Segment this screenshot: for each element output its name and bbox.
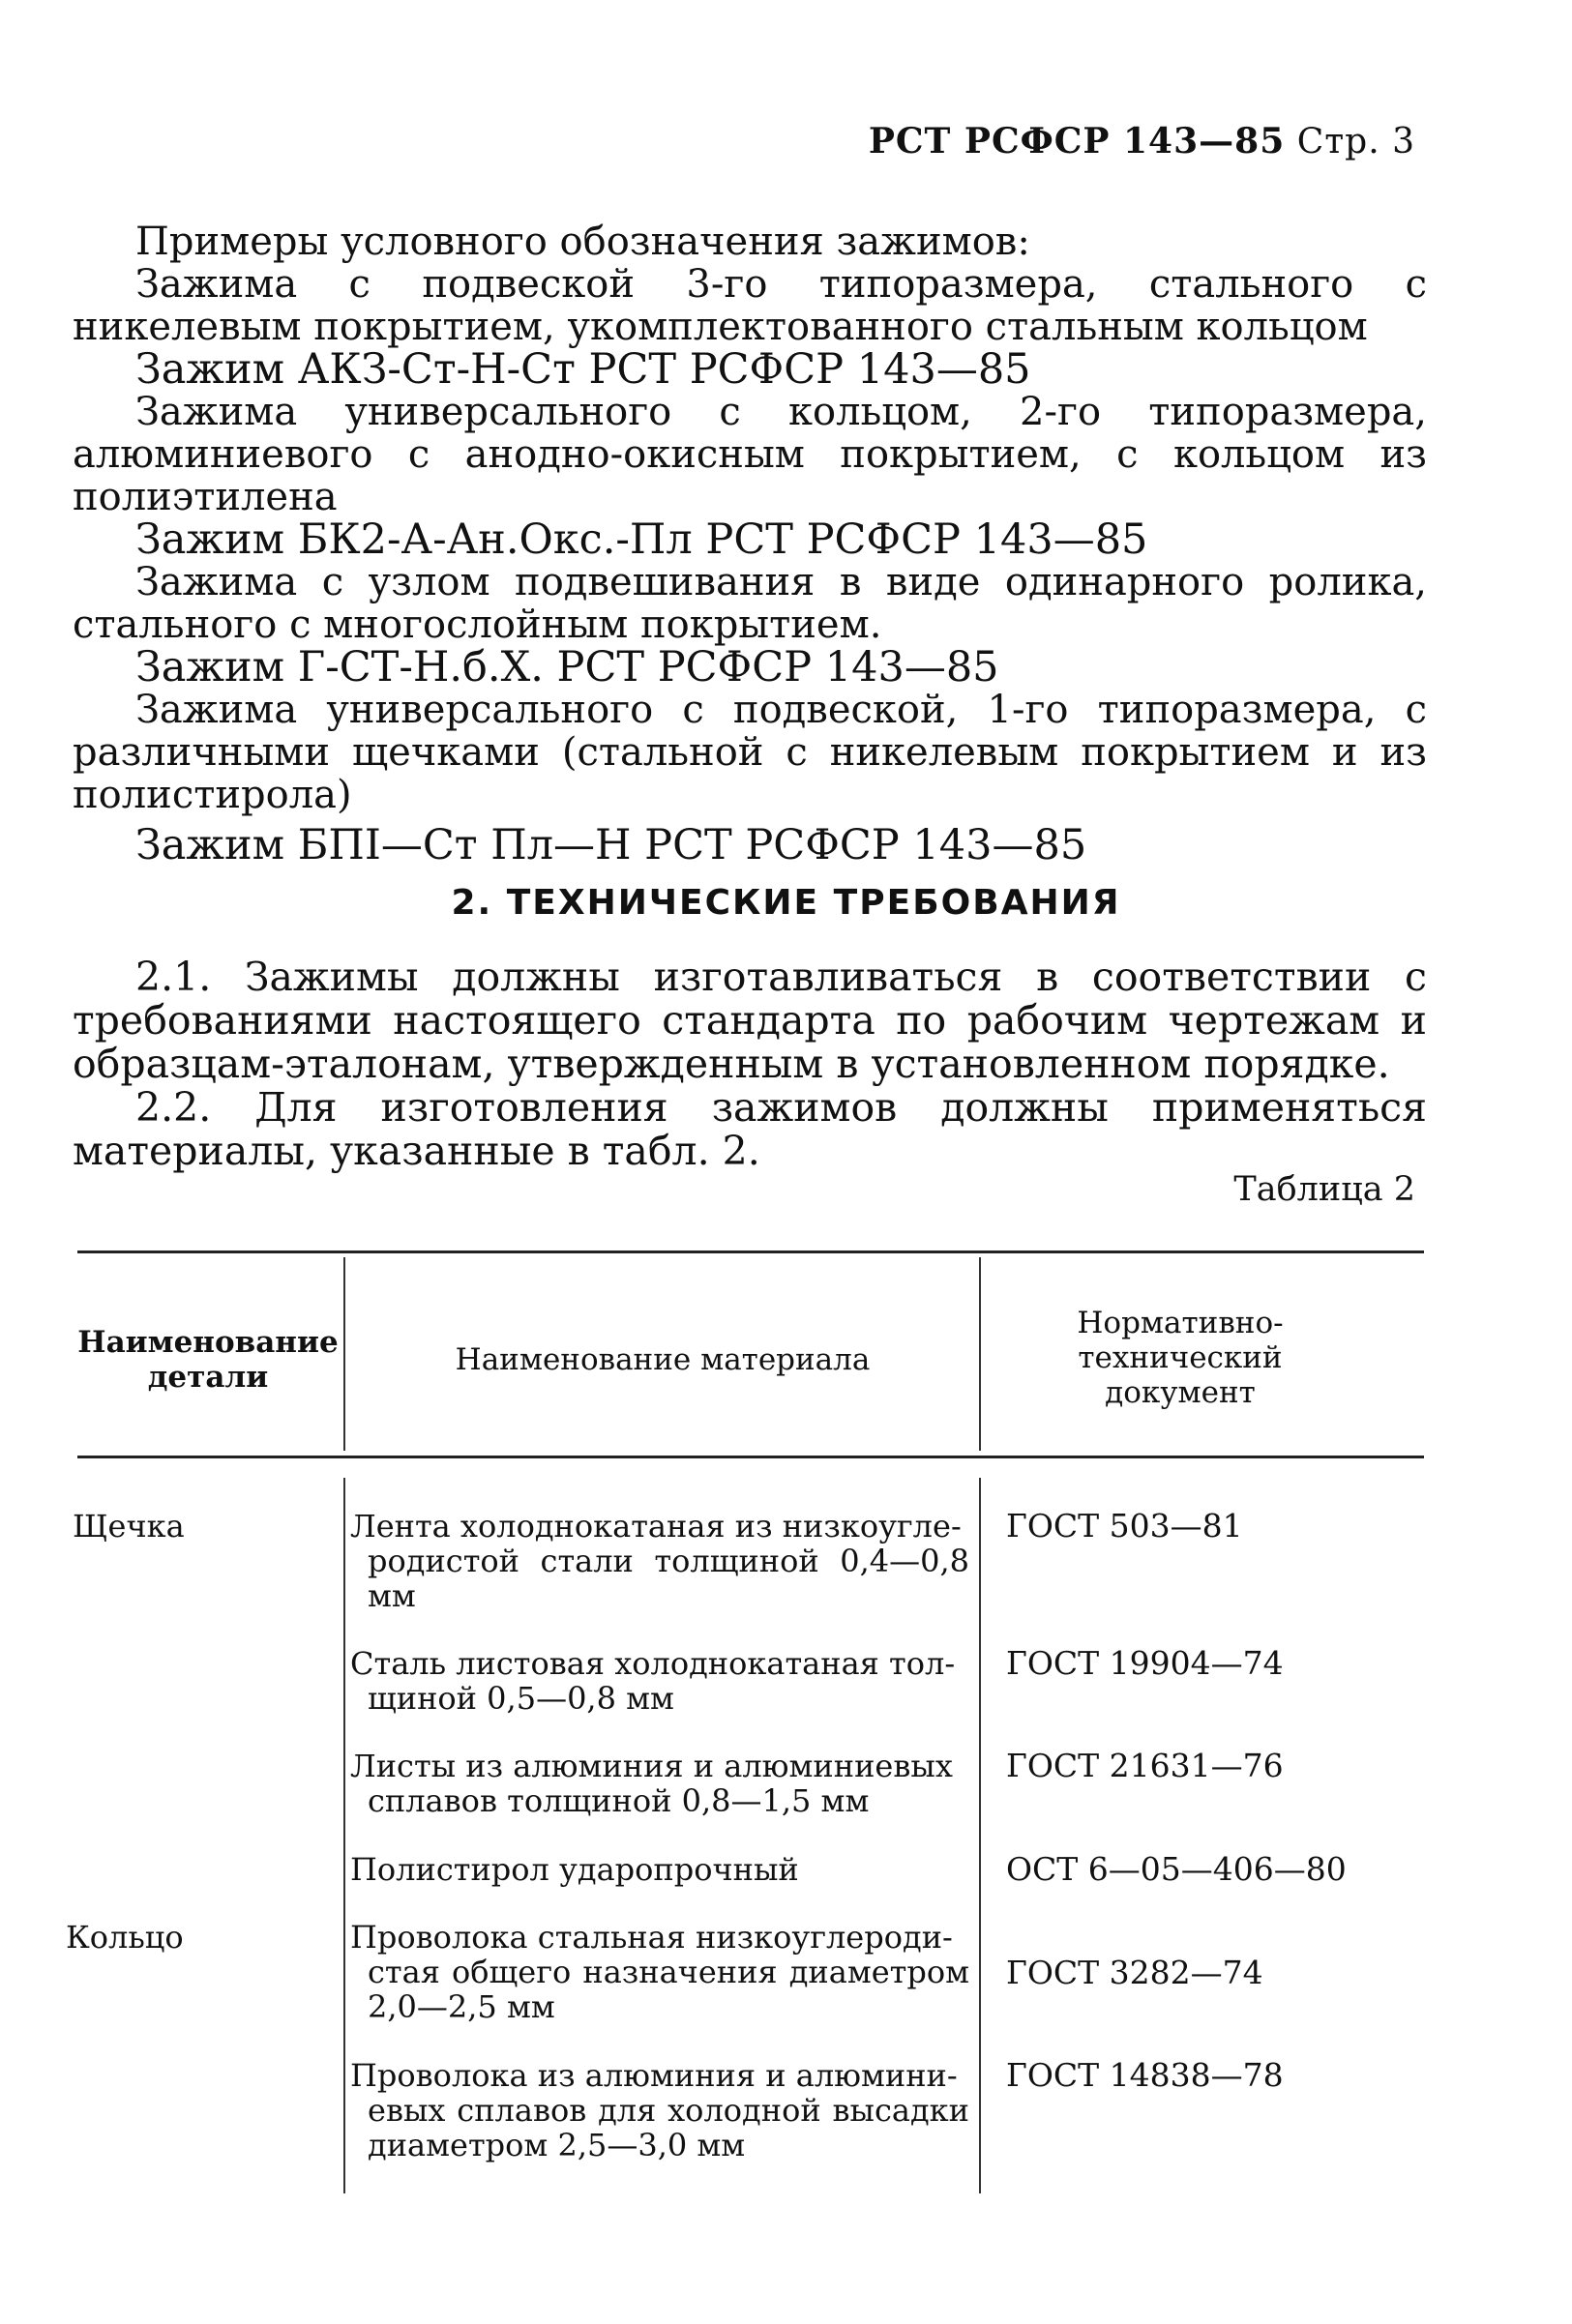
material-first-line: Лента холоднокатаная из низкоугле- (350, 1508, 962, 1544)
requirements-block (73, 956, 1427, 1173)
table-cell-part: Щечка (73, 1508, 185, 1544)
material-continuation: родистой стали толщиной 0,4—0,8 мм (368, 1543, 969, 1614)
section-title: 2. ТЕХНИЧЕСКИЕ ТРЕБОВАНИЯ (451, 883, 1121, 923)
example-designation: Зажим БПI—Ст Пл—Н РСТ РСФСР 143—85 (135, 821, 1087, 869)
material-first-line: Проволока стальная низкоуглероди- (350, 1919, 953, 1956)
example-description: Зажима универсального с подвеской, 1-го типоразмера, с различными щечками (стальной с никелевым покрытием и из полистирола) (73, 688, 1427, 817)
example-designation: Зажим Г-СТ-Н.б.Х. РСТ РСФСР 143—85 (135, 643, 999, 691)
example-designation: Зажим АКЗ-Ст-Н-Ст РСТ РСФСР 143—85 (135, 345, 1031, 394)
requirement-paragraph: 2.1. Зажимы должны изготавливаться в соответствии с требованиями настоящего стандарта по рабочим чертежам и образцам-эталонам, утвержденным в установленном порядке. (73, 954, 1427, 1087)
table-cell-document: ГОСТ 21631—76 (1006, 1747, 1284, 1784)
example-description: Зажима с узлом подвешивания в виде одинарного ролика, стального с многослойным покрытием. (73, 560, 1427, 647)
material-first-line: Полистирол ударопрочный (350, 1851, 799, 1888)
table-cell-material (350, 1920, 969, 2024)
requirement-paragraph: 2.2. Для изготовления зажимов должны применяться материалы, указанные в табл. 2. (73, 1084, 1427, 1174)
example-designation: Зажим БК2-А-Ан.Окс.-Пл РСТ РСФСР 143—85 (135, 515, 1148, 564)
table-cell-document: ГОСТ 19904—74 (1006, 1644, 1284, 1682)
table-top-rule (77, 1250, 1424, 1253)
table-cell-material (350, 1509, 969, 1613)
table-column-divider (979, 1257, 981, 1451)
material-first-line: Проволока из алюминия и алюмини- (350, 2057, 958, 2094)
material-continuation: евых сплавов для холодной высадки диаметром 2,5—3,0 мм (368, 2092, 969, 2163)
table-cell-document: ГОСТ 14838—78 (1006, 2056, 1284, 2094)
material-continuation: щиной 0,5—0,8 мм (368, 1680, 674, 1717)
table-header-rule (77, 1456, 1424, 1458)
column-header-document: Нормативно-технический документ (1077, 1306, 1284, 1410)
standard-code: РСТ РСФСР 143—85 (868, 121, 1286, 162)
table-caption: Таблица 2 (1233, 1170, 1415, 1209)
column-header-material: Наименование материала (455, 1342, 871, 1377)
example-description: Зажима с подвеской 3-го типоразмера, стального с никелевым покрытием, укомплектованного стальным кольцом (73, 262, 1427, 349)
table-column-divider (343, 1478, 345, 2193)
table-cell-document: ОСТ 6—05—406—80 (1006, 1850, 1347, 1888)
table-cell-part: Кольцо (66, 1919, 184, 1956)
table-cell-material (350, 2058, 969, 2162)
table-cell-document: ГОСТ 503—81 (1006, 1507, 1243, 1544)
table-cell-material (350, 1852, 969, 1887)
examples-block (73, 221, 1427, 867)
material-continuation: стая общего назначения диаметром 2,0—2,5 мм (368, 1954, 969, 2025)
material-continuation: сплавов толщиной 0,8—1,5 мм (368, 1782, 870, 1819)
page-number: Стр. 3 (1296, 122, 1415, 162)
table-column-divider (343, 1257, 345, 1451)
table-column-divider (979, 1478, 981, 2193)
table-cell-document: ГОСТ 3282—74 (1006, 1954, 1263, 1991)
column-header-part: Наименование детали (77, 1325, 339, 1395)
material-first-line: Сталь листовая холоднокатаная тол- (350, 1645, 956, 1682)
page-header (869, 121, 1415, 162)
material-first-line: Листы из алюминия и алюминиевых (350, 1748, 953, 1784)
table-cell-material (350, 1749, 969, 1818)
examples-heading: Примеры условного обозначения зажимов: (135, 220, 1030, 264)
table-cell-material (350, 1646, 969, 1716)
example-description: Зажима универсального с кольцом, 2-го типоразмера, алюминиевого с анодно-окисным покрытием, с кольцом из полиэтилена (73, 390, 1427, 519)
